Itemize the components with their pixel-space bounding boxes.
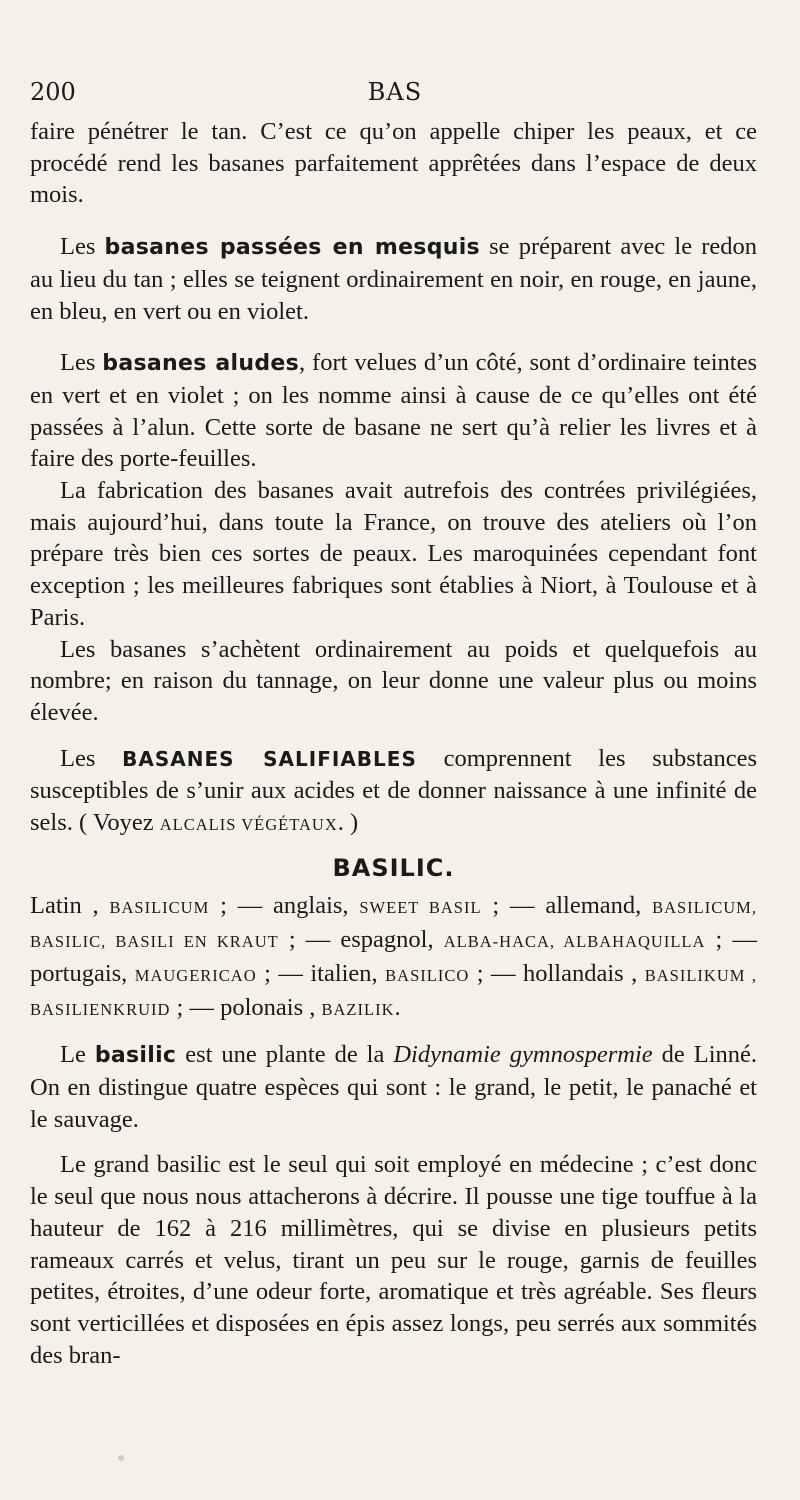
paragraph-mesquis — [30, 231, 757, 327]
text-run: . — [394, 993, 401, 1021]
term-basanes-salifiables: BASANES SALIFIABLES — [122, 746, 417, 771]
print-speck — [118, 1455, 124, 1461]
term-basanes-aludes: basanes aludes — [102, 351, 299, 377]
lang-label: ; — polonais , — [170, 993, 322, 1021]
text-run: comprennent les substances susceptibles de s’unir aux acides et de donner naissance à une infinité de sels. ( Voyez — [30, 744, 758, 837]
lang-label: ; — allemand, — [481, 892, 653, 920]
text-run: Les — [60, 233, 105, 261]
term-basilic: basilic — [94, 1043, 177, 1069]
page-body — [30, 116, 757, 1371]
lang-label: ; — italien, — [256, 959, 386, 987]
synonym-polonais: BAZILIK — [321, 999, 395, 1019]
paragraph-basilic-plante — [30, 1039, 757, 1135]
paragraph-grand-basilic: Le grand basilic est le seul qui soit employé en médecine ; c’est donc le seul que nous nous attacherons à décrire. Il pousse une tige touffue à la hauteur de 162 à 216 millimètres, qui se divise en plusieurs petits rameaux carrés et velus, tirant un peu sur le rouge, garnis de feuilles petites, étroites, d’une odeur forte, aromatique et très agréable. Ses fleurs sont verticillées et disposées en épis assez longs, peu serrés aux sommités des bran- — [30, 1151, 757, 1369]
synonym-anglais: SWEET BASIL — [359, 898, 482, 918]
lang-label: ; — portugais, — [30, 926, 757, 987]
lang-label: ; — hollandais , — [469, 959, 645, 987]
paragraph-aludes — [30, 347, 757, 475]
synonym-latin: BASILICUM — [109, 898, 210, 918]
text-run: Le — [60, 1041, 95, 1069]
paragraph-fabrication: La fabrication des basanes avait autrefois des contrées privilégiées, mais aujourd’hui, dans toute la France, on trouve des ateliers où l’on prépare très bien ces sortes de peaux. Les maroquinées cependant font exception ; les meilleures fabriques sont établies à Niort, à Toulouse et à Paris. — [30, 477, 757, 631]
paragraph-achat: Les basanes s’achètent ordinairement au poids et quelquefois au nombre; en raison du tannage, on leur donne une valeur plus ou moins élevée. — [30, 635, 757, 726]
text-run: Les — [60, 744, 123, 772]
paragraph-salifiables — [30, 743, 757, 841]
synonym-portugais: MAUGERICAO — [134, 965, 257, 985]
synonyms-paragraph — [30, 890, 757, 1025]
text-run: . ) — [337, 809, 359, 837]
text-run: Les — [60, 349, 103, 377]
heading-text: BASILIC. — [332, 853, 455, 882]
cross-reference: ALCALIS VÉGÉTAUX — [159, 815, 338, 835]
synonym-italien: BASILICO — [385, 965, 470, 985]
running-head — [30, 78, 760, 110]
lang-label: Latin , — [30, 892, 110, 920]
text-run: est une plante de la — [176, 1041, 394, 1069]
synonym-hollandais: BASILIKUM , BASILIENKRUID — [30, 965, 757, 1019]
entry-heading — [30, 853, 757, 885]
text-run: de Linné. On en distingue quatre espèces qui sont : le grand, le petit, le panaché et le sauvage. — [30, 1041, 757, 1133]
running-title: BAS — [367, 78, 423, 106]
botanical-class: Didynamie gymnospermie — [393, 1041, 653, 1069]
text-run: , fort velues d’un côté, sont d’ordinaire teintes en vert et en violet ; on les nomme ainsi à cause de ce qu’elles ont été passées à l’alun. Cette sorte de basane ne sert qu’à relier les livres et à faire des porte-feuilles. — [30, 349, 757, 473]
text-run: se préparent avec le redon au lieu du tan ; elles se teignent ordinairement en noir, en rouge, en jaune, en bleu, en vert ou en violet. — [30, 233, 758, 325]
term-basanes-mesquis: basanes passées en mesquis — [104, 235, 480, 261]
lang-label: ; — espagnol, — [278, 926, 444, 954]
page-number: 200 — [30, 78, 76, 106]
lang-label: ; — anglais, — [209, 892, 360, 920]
synonym-espagnol: ALBA-HACA, ALBAHAQUILLA — [443, 932, 706, 952]
synonym-allemand: BASILICUM, BASILIC, BASILI EN KRAUT — [30, 898, 757, 952]
paragraph-chiper: faire pénétrer le tan. C’est ce qu’on appelle chiper les peaux, et ce procédé rend les basanes parfaitement apprêtées dans l’espace de deux mois. — [30, 118, 757, 209]
